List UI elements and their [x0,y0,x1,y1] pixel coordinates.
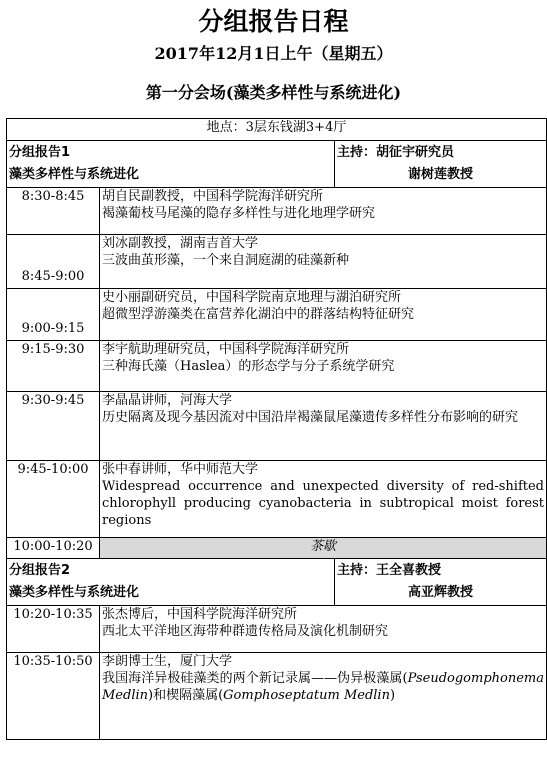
talk-row [7,461,547,538]
speaker-affiliation: 李朗博士生，厦门大学 [102,654,233,669]
speaker-affiliation: 张中春讲师，华中师范大学 [102,462,259,477]
talk-topic [102,670,544,704]
talk-row [7,188,547,235]
group-1-chairs [335,141,547,188]
talk-row [7,606,547,653]
talk-row [7,289,547,341]
break-time: 10:00-10:20 [7,538,100,559]
talk-topic: 褐藻葡枝马尾藻的隐存多样性与进化地理学研究 [102,206,376,221]
talk-time: 9:45-10:00 [7,461,100,538]
speaker-affiliation: 李宇航助理研究员，中国科学院海洋研究所 [102,342,350,357]
chair-name: 胡征宇研究员 [376,145,455,160]
topic-text: )和楔隔藻属( [148,688,224,703]
session-title: 第一分会场(藻类多样性与系统进化) [145,83,402,102]
group-2-chairs [335,559,547,606]
talk-topic: 三波曲茧形藻，一个来自洞庭湖的硅藻新种 [102,253,350,268]
chair-name: 王全喜教授 [376,563,442,578]
talk-time: 9:15-9:30 [7,341,100,392]
talk-topic: 历史隔离及现今基因流对中国沿岸褐藻鼠尾藻遗传多样性分布影响的研究 [102,410,519,425]
group-2-label: 分组报告2 [9,563,71,578]
talk-row [7,653,547,740]
genus-name: Gomphoseptatum Medlin [223,688,390,703]
talk-time: 8:45-9:00 [7,235,100,289]
talk-desc [100,653,547,740]
chair-name: 高亚辉教授 [408,585,474,600]
group-1-label: 分组报告1 [9,145,71,160]
break-label: 茶歇 [100,538,547,559]
page-title: 分组报告日程 [198,7,349,36]
chair-line [337,141,544,164]
talk-topic: 超微型浮游藻类在富营养化湖泊中的群落结构特征研究 [102,307,415,322]
group-header-1 [7,141,547,188]
speaker-affiliation: 胡自民副教授，中国科学院海洋研究所 [102,189,324,204]
date-line: 2017年12月1日上午（星期五） [154,44,393,63]
talk-time: 8:30-8:45 [7,188,100,235]
talk-row [7,341,547,392]
chair-prefix: 主持： [337,145,377,160]
genus-name: Pseudogomphonema Medlin [102,671,545,703]
topic-text: ) [389,688,396,703]
talk-topic: 西北太平洋地区海带种群遗传格局及演化机制研究 [102,624,389,639]
talk-desc [100,341,547,392]
talk-row [7,392,547,461]
talk-time: 10:35-10:50 [7,653,100,740]
topic-text: 我国海洋异极硅藻类的两个新记录属——伪异极藻属( [102,671,408,686]
chair-prefix: 主持： [337,563,377,578]
speaker-affiliation: 张杰博后，中国科学院海洋研究所 [102,607,298,622]
group-1-theme: 藻类多样性与系统进化 [9,167,140,182]
group-1-info [7,141,335,188]
group-header-2 [7,559,547,606]
talk-topic: 三种海氏藻（Haslea）的形态学与分子系统学研究 [102,359,395,374]
talk-desc [100,188,547,235]
talk-desc [100,289,547,341]
location-text: 地点：3层东钱湖3+4厅 [7,119,547,141]
talk-desc [100,392,547,461]
speaker-affiliation: 李晶晶讲师，河海大学 [102,393,233,408]
chair-line [337,559,544,582]
talk-time: 10:20-10:35 [7,606,100,653]
talk-row [7,235,547,289]
speaker-affiliation: 刘冰副教授，湖南吉首大学 [102,236,259,251]
talk-topic: Widespread occurrence and unexpected diversity of red-shifted chlorophyll producing cyanobacteria in subtropical moist forest regions [102,479,545,528]
group-2-theme: 藻类多样性与系统进化 [9,585,140,600]
break-row [7,538,547,559]
location-row [7,119,547,141]
talk-time: 9:00-9:15 [7,289,100,341]
chair-name: 谢树莲教授 [408,167,474,182]
talk-desc [100,235,547,289]
group-2-info [7,559,335,606]
talk-desc [100,461,547,538]
talk-desc [100,606,547,653]
talk-time: 9:30-9:45 [7,392,100,461]
speaker-affiliation: 史小丽副研究员，中国科学院南京地理与湖泊研究所 [102,290,402,305]
schedule-table [6,118,547,740]
